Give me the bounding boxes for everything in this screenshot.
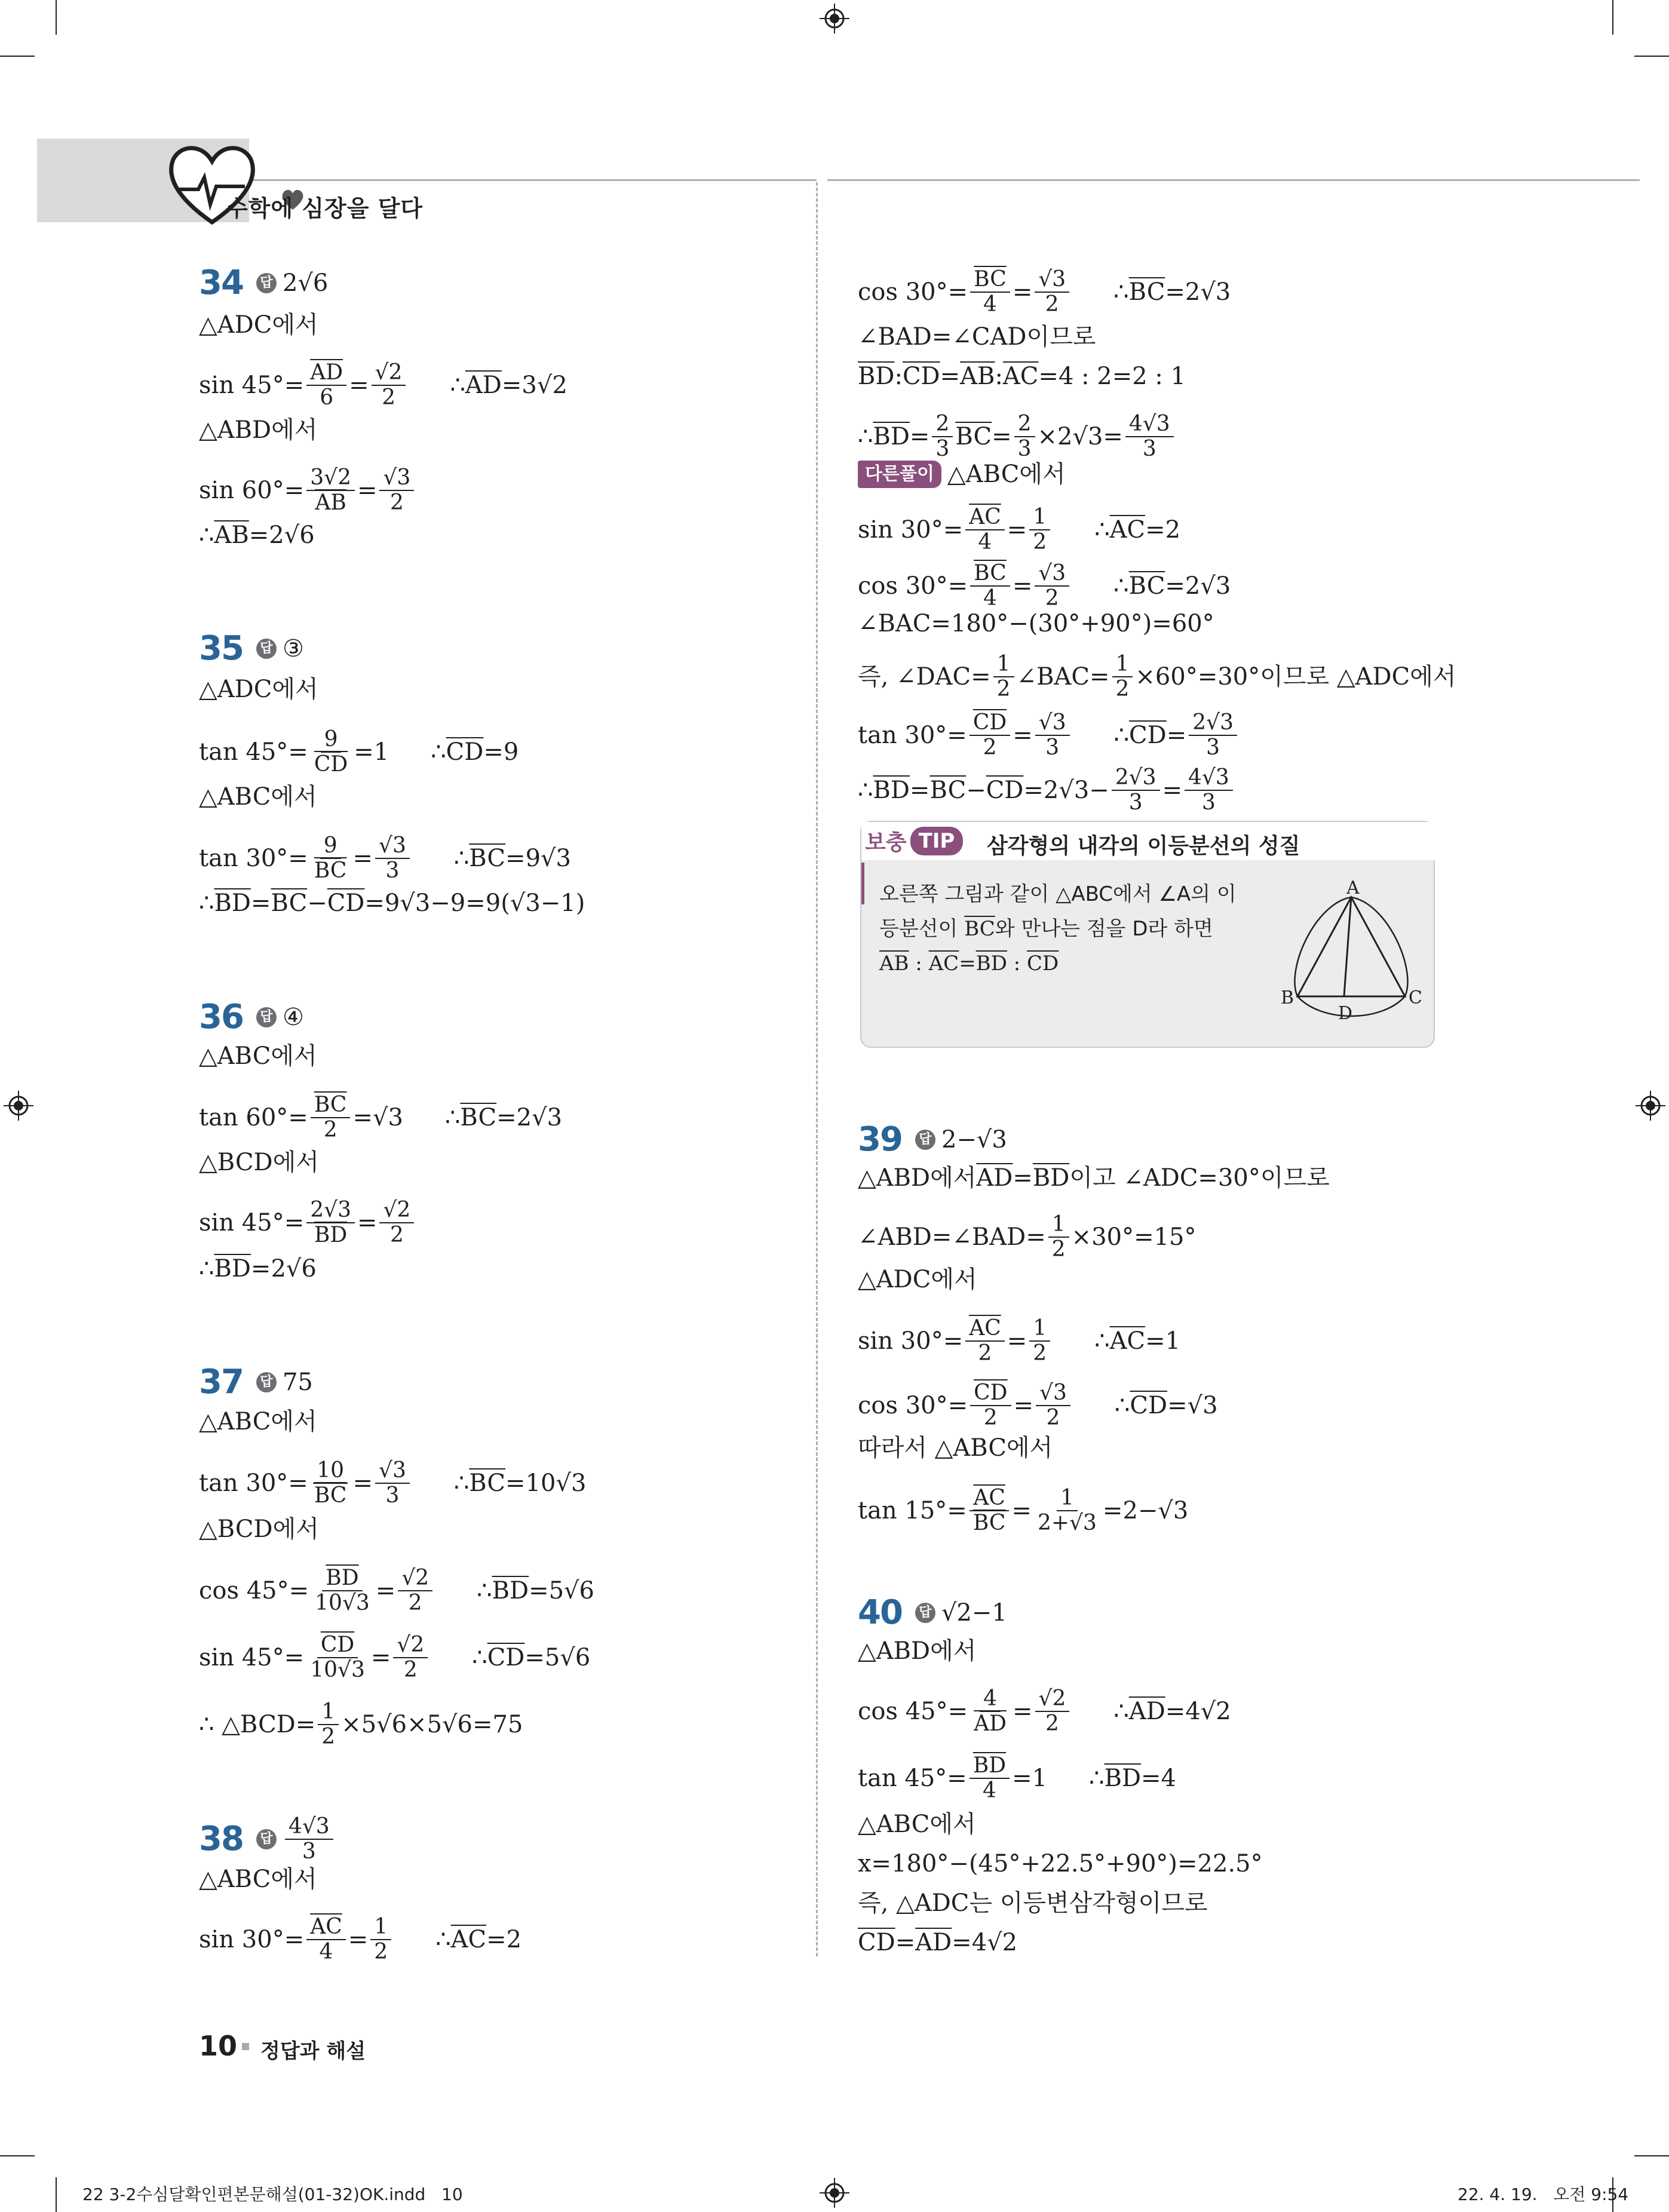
solution-line: △ABC에서: [199, 1042, 317, 1070]
left-column: [199, 0, 796, 2031]
solution-line: sin 60°= $\frac{3√2}{AB}$ = $\frac{√3}{2}$: [199, 466, 416, 515]
triangle-bisector-diagram: [1274, 879, 1423, 1041]
solution-line: cos 30°= $\frac{\overline{CD}}{2}$ = $\frac{√3}{2}$ ∴ $\overline{CD}$ =√3: [858, 1380, 1218, 1430]
solution-line: tan 30°= $\frac{9}{BC}$ = $\frac{√3}{3}$ ∴ $\overline{BC}$ =9√3: [199, 833, 571, 883]
tip-label: 보충 TIP: [865, 826, 963, 856]
answer: 75: [282, 1369, 313, 1396]
solution-line: ∴ △BCD= $\frac{1}{2}$ ×5√6×5√6=75: [199, 1699, 523, 1749]
footer-bullet: [242, 2043, 249, 2050]
solution-line: sin 30°= $\frac{\overline{AC}}{2}$ = $\frac{1}{2}$ ∴ $\overline{AC}$ =1: [858, 1316, 1181, 1366]
problem-header: [199, 263, 329, 302]
solution-line: △BCD에서: [199, 1149, 319, 1176]
print-timestamp: 22. 4. 19. 오전 9:54: [1458, 2185, 1629, 2204]
solution-line: cos 45°= $\frac{4}{AD}$ = $\frac{√2}{2}$ ∴ $\overline{AD}$ =4√2: [858, 1686, 1231, 1736]
answer-badge-icon: 답: [256, 1007, 277, 1027]
solution-line: 따라서 △ABC에서: [858, 1434, 1053, 1462]
header-title: 수학에 심장을 달다: [226, 195, 424, 222]
solution-line: ∴ $\overline{BD}$ = $\overline{BC}$ − $\overline{CD}$ =9√3−9=9(√3−1): [199, 889, 585, 917]
solution-line: 즉, △ADC는 이등변삼각형이므로: [858, 1889, 1208, 1917]
problem-header: [858, 1593, 1007, 1632]
problem-number: 35: [199, 629, 243, 668]
solution-line: $\overline{BD}$ : $\overline{CD}$ = $\overline{AB}$ : $\overline{AC}$ =4 : 2=2 : 1: [858, 363, 1186, 390]
solution-line: cos 45°= $\frac{\overline{BD}}{10√3}$ = $\frac{√2}{2}$ ∴ $\overline{BD}$ =5√6: [199, 1566, 594, 1615]
point-label-C: C: [1409, 987, 1422, 1008]
solution-line: 즉, ∠DAC= $\frac{1}{2}$ ∠BAC= $\frac{1}{2}$ ×60°=30°이므로 △ADC에서: [858, 652, 1456, 701]
solution-line: x=180°−(45°+22.5°+90°)=22.5°: [858, 1850, 1263, 1877]
tip-title: 삼각형의 내각의 이등분선의 성질: [987, 834, 1300, 858]
registration-mark-icon: [4, 1091, 33, 1121]
registration-mark-icon: [1636, 1091, 1665, 1121]
file-name: 22 3-2수심달확인편본문해설(01-32)OK.indd 10: [82, 2185, 463, 2204]
solution-line: 다른풀이 △ABC에서: [858, 458, 1066, 491]
tip-accent: [861, 863, 864, 904]
solution-line: ∠BAD=∠CAD이므로: [858, 323, 1096, 351]
registration-mark-icon: [820, 2178, 849, 2208]
problem-number: 34: [199, 263, 243, 302]
problem-number: 37: [199, 1363, 243, 1401]
solution-line: △ADC에서: [199, 676, 318, 703]
problem-header: [199, 629, 304, 668]
solution-line: △ABC에서: [858, 1811, 976, 1838]
solution-line: △ABC에서: [199, 1866, 317, 1893]
solution-line: ∴ $\overline{BD}$ =2√6: [199, 1255, 317, 1283]
problem-header: [199, 1363, 313, 1401]
answer-badge-icon: 답: [915, 1603, 935, 1623]
problem-header: [858, 1120, 1007, 1159]
crop-mark: [56, 2177, 57, 2212]
problem-header: 38 답 $\frac{4√3}{3}$: [199, 1815, 336, 1864]
solution-line: cos 30°= $\frac{\overline{BC}}{4}$ = $\frac{√3}{2}$ ∴ $\overline{BC}$ =2√3: [858, 267, 1231, 317]
tip-box: [860, 821, 1435, 1048]
problem-number: 38: [199, 1820, 243, 1858]
solution-line: sin 45°= $\frac{\overline{AD}}{6}$ = $\frac{√2}{2}$ ∴ $\overline{AD}$ =3√2: [199, 360, 567, 410]
registration-mark-icon: [820, 4, 849, 33]
solution-line: tan 60°= $\frac{\overline{BC}}{2}$ =√3 ∴ $\overline{BC}$ =2√3: [199, 1093, 563, 1142]
column-divider: [816, 182, 818, 1956]
solution-line: △ADC에서: [858, 1266, 977, 1293]
solution-line: △ABD에서: [858, 1637, 977, 1665]
crop-mark: [1634, 2155, 1669, 2156]
solution-line: sin 45°= $\frac{2√3}{BD}$ = $\frac{√2}{2}$: [199, 1198, 416, 1247]
solution-line: sin 45°= $\frac{\overline{CD}}{10√3}$ = $\frac{√2}{2}$ ∴ $\overline{CD}$ =5√6: [199, 1633, 591, 1682]
solution-line: tan 30°= $\frac{10}{BC}$ = $\frac{√3}{3}$ ∴ $\overline{BC}$ =10√3: [199, 1458, 587, 1508]
answer-badge-icon: 답: [256, 639, 277, 659]
point-label-A: A: [1346, 879, 1360, 898]
solution-line: ∴ $\overline{AB}$ =2√6: [199, 521, 315, 549]
footer-section: 정답과 해설: [260, 2039, 366, 2063]
problem-header: [199, 998, 304, 1036]
solution-line: sin 30°= $\frac{\overline{AC}}{4}$ = $\frac{1}{2}$ ∴ $\overline{AC}$ =2: [858, 505, 1181, 554]
crop-mark: [0, 2155, 35, 2156]
problem-number: 36: [199, 998, 243, 1036]
solution-line: △BCD에서: [199, 1515, 319, 1543]
problem-number: 39: [858, 1120, 902, 1159]
solution-line: △ABC에서: [199, 783, 317, 811]
solution-line: tan 15°= $\frac{\overline{AC}}{BC}$ = $\frac{1}{2+√3}$ =2−√3: [858, 1486, 1189, 1535]
crop-mark: [56, 0, 57, 35]
alt-solution-badge: 다른풀이: [858, 461, 941, 488]
solution-line: △ABC에서: [199, 1408, 317, 1435]
solution-line: ∠BAC=180°−(30°+90°)=60°: [858, 610, 1214, 637]
answer-badge-icon: 답: [256, 1829, 277, 1849]
solution-line: △ABD에서: [199, 416, 318, 444]
answer: 2√6: [282, 269, 329, 297]
solution-line: △ABD에서 $\overline{AD}$ = $\overline{BD}$ 이고 ∠ADC=30°이므로: [858, 1164, 1330, 1192]
solution-line: tan 45°= $\frac{\overline{BD}}{4}$ =1 ∴ $\overline{BD}$ =4: [858, 1753, 1176, 1803]
page-number: 10: [199, 2030, 238, 2062]
answer: ④: [282, 1004, 304, 1031]
right-column: [858, 0, 1634, 2031]
point-label-B: B: [1281, 987, 1294, 1008]
solution-line: tan 30°= $\frac{\overline{CD}}{2}$ = $\frac{√3}{3}$ ∴ $\overline{CD}$ = $\frac{2√3}{3}$: [858, 711, 1240, 760]
tip-text: 오른쪽 그림과 같이 △ABC에서 ∠A의 이 등분선이 $\overline{BC}$와 만나는 점을 D라 하면 $\overline{AB}$ : $\overline{AC}=\overline{BD}$ : $\overline{CD}$: [879, 882, 1237, 975]
answer-badge-icon: 답: [256, 1372, 277, 1392]
solution-line: cos 30°= $\frac{\overline{BC}}{4}$ = $\frac{√3}{2}$ ∴ $\overline{BC}$ =2√3: [858, 561, 1231, 610]
answer-badge-icon: 답: [256, 273, 277, 293]
solution-line: ∴ $\overline{BD}$ = $\frac{2}{3}$ $\overline{BC}$ = $\frac{2}{3}$ ×2√3= $\frac{4√3}{3}$: [858, 412, 1176, 461]
point-label-D: D: [1338, 1003, 1353, 1024]
answer: √2−1: [941, 1599, 1007, 1627]
crop-mark: [1634, 56, 1669, 57]
problem-number: 40: [858, 1593, 902, 1632]
answer: ③: [282, 635, 304, 662]
answer-badge-icon: 답: [915, 1130, 935, 1150]
solution-line: sin 30°= $\frac{\overline{AC}}{4}$ = $\frac{1}{2}$ ∴ $\overline{AC}$ =2: [199, 1915, 522, 1964]
solution-line: $\overline{CD}$ = $\overline{AD}$ =4√2: [858, 1929, 1018, 1956]
solution-line: △ADC에서: [199, 311, 318, 339]
solution-line: ∠ABD=∠BAD= $\frac{1}{2}$ ×30°=15°: [858, 1212, 1196, 1262]
answer: 2−√3: [941, 1126, 1007, 1153]
crop-mark: [0, 56, 35, 57]
solution-line: tan 45°= $\frac{9}{CD}$ =1 ∴ $\overline{CD}$ =9: [199, 727, 519, 777]
solution-line: ∴ $\overline{BD}$ = $\overline{BC}$ − $\overline{CD}$ =2√3− $\frac{2√3}{3}$ = $\frac{4√3}{3}$: [858, 766, 1235, 815]
